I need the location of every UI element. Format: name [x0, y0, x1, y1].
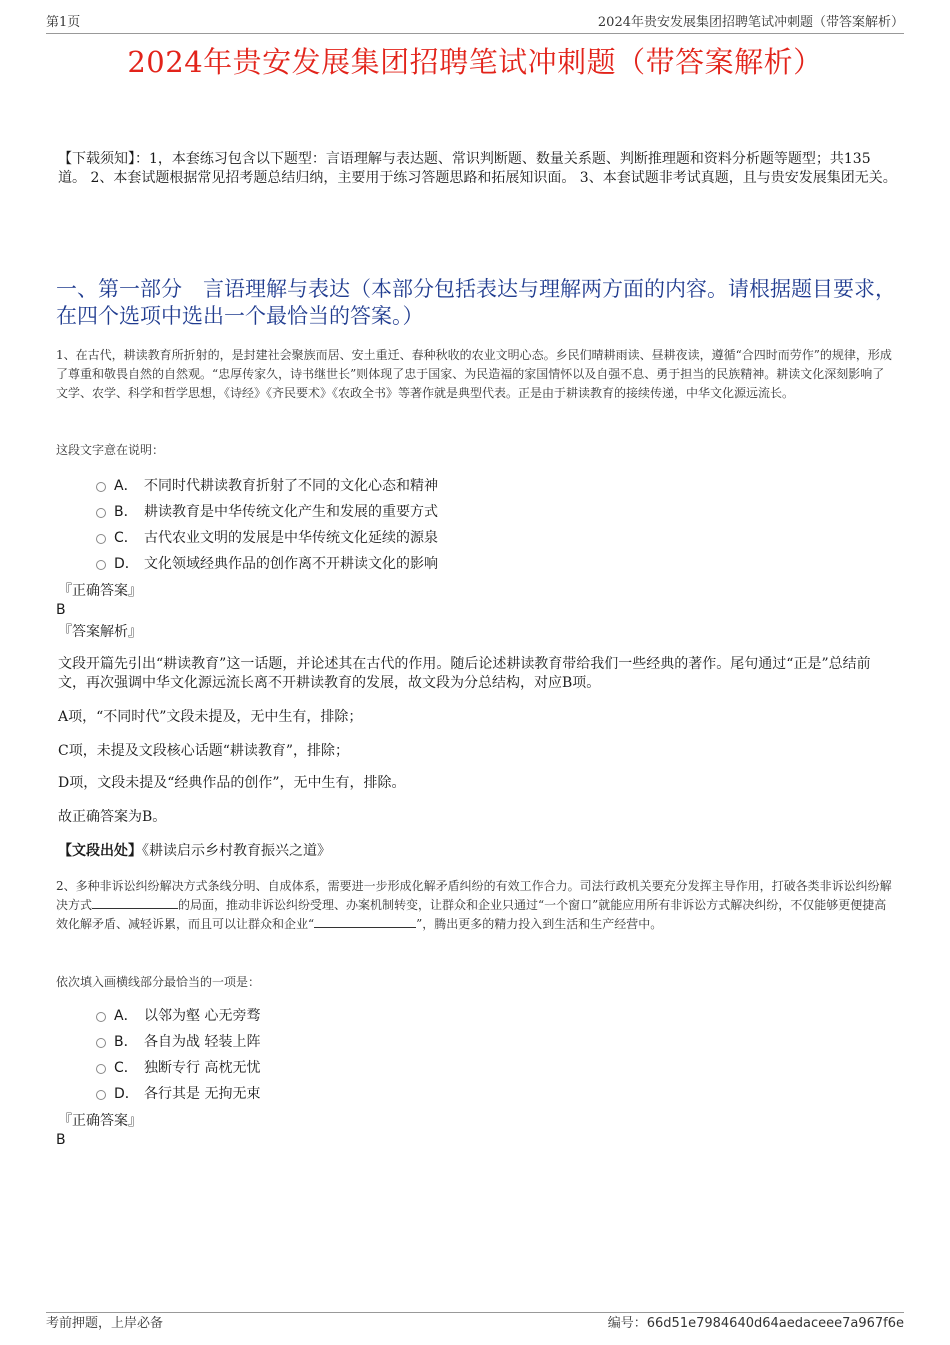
fill-blank-1	[92, 897, 178, 909]
radio-icon[interactable]	[96, 508, 106, 518]
radio-icon[interactable]	[96, 1064, 106, 1074]
question-2-text: 2、多种非诉讼纠纷解决方式条线分明、自成体系，需要进一步形成化解矛盾纠纷的有效工作合力。司法行政机关要充分发挥主导作用，打破各类非诉讼纠纷解决方式 的局面，推动非诉讼纠纷受理、办案机制转变，让群众和企业只通过“一个窗口”就能应用所有非诉讼方式解决纠纷，不仅能够更便捷高效化解矛盾、减轻诉累，而且可以让群众和企业“ ”，腾出更多的精力投入到生活和生产经营中。	[56, 879, 892, 931]
question-1-option-c[interactable]: C． 古代农业文明的发展是中华传统文化延续的源泉	[94, 528, 794, 554]
fill-blank-2	[314, 916, 416, 928]
radio-icon[interactable]	[96, 1012, 106, 1022]
question-2-option-d[interactable]: D． 各行其是 无拘无束	[94, 1084, 794, 1110]
question-1-text: 1、在古代，耕读教育所折射的，是封建社会聚族而居、安土重迁、春种秋收的农业文明心态。乡民们晴耕雨读、昼耕夜读，遵循“合四时而劳作”的规律，形成了尊重和敬畏自然的自然观。“忠厚传家久，诗书继世长”则体现了忠于国家、为民造福的家国情怀以及自强不息、勇于担当的民族精神。耕读文化深刻影响了文学、农学、科学和哲学思想，《诗经》《齐民要术》《农政全书》等著作就是典型代表。正是由于耕读教育的接续传递，中华文化源远流长。	[56, 348, 892, 400]
question-2-prompt: 依次填入画横线部分最恰当的一项是：	[56, 975, 261, 989]
question-2-answer: B	[56, 1132, 66, 1148]
question-1-option-d[interactable]: D． 文化领域经典作品的创作离不开耕读文化的影响	[94, 554, 794, 580]
radio-icon[interactable]	[96, 482, 106, 492]
question-1-analysis-label: 『答案解析』	[58, 624, 142, 640]
download-notice: 【下载须知】：1，本套练习包含以下题型：言语理解与表达题、常识判断题、数量关系题、判断推理题和资料分析题等题型；共135道。 2、本套试题根据常见招考题总结归纳，主要用于练习答题思路和拓展知识面。 3、本套试题非考试真题，且与贵安发展集团无关。	[58, 151, 897, 186]
question-2-option-c[interactable]: C． 独断专行 高枕无忧	[94, 1058, 794, 1084]
section-heading: 一、第一部分 言语理解与表达（本部分包括表达与理解两方面的内容。请根据题目要求，在四个选项中选出一个最恰当的答案。）	[56, 277, 896, 328]
question-1-option-a[interactable]: A． 不同时代耕读教育折射了不同的文化心态和精神	[94, 476, 794, 502]
question-1-prompt: 这段文字意在说明：	[56, 443, 165, 457]
radio-icon[interactable]	[96, 560, 106, 570]
question-1-answer-label: 『正确答案』	[58, 583, 142, 599]
source-tag: 【文段出处】	[58, 843, 142, 859]
question-1-answer: B	[56, 602, 66, 618]
analysis-paragraph: C项，未提及文段核心话题“耕读教育”，排除；	[58, 743, 350, 759]
question-2-option-a[interactable]: A． 以邻为壑 心无旁骛	[94, 1006, 794, 1032]
question-1-source	[58, 842, 888, 861]
analysis-paragraph: D项，文段未提及“经典作品的创作”，无中生有，排除。	[58, 775, 406, 791]
page-header	[46, 14, 904, 34]
footer-slogan: 考前押题，上岸必备	[46, 1316, 164, 1331]
analysis-paragraph: 文段开篇先引出“耕读教育”这一话题，并论述其在古代的作用。随后论述耕读教育带给我们一些经典的著作。尾句通过“正是”总结前文，再次强调中华文化源远流长离不开耕读教育的发展，故文段为分总结构，对应B项。	[58, 656, 871, 691]
footer-code: 编号：66d51e7984640d64aedaceee7a967f6e	[607, 1316, 904, 1331]
question-2-answer-label: 『正确答案』	[58, 1113, 142, 1129]
page-number: 第1页	[46, 15, 81, 30]
analysis-paragraph: 故正确答案为B。	[58, 809, 167, 825]
question-1-option-b[interactable]: B． 耕读教育是中华传统文化产生和发展的重要方式	[94, 502, 794, 528]
question-2-options	[94, 1006, 794, 1110]
analysis-paragraph: A项，“不同时代”文段未提及，无中生有，排除；	[58, 709, 363, 725]
radio-icon[interactable]	[96, 1090, 106, 1100]
question-1-options	[94, 476, 794, 580]
page-footer	[46, 1312, 904, 1332]
radio-icon[interactable]	[96, 1038, 106, 1048]
radio-icon[interactable]	[96, 534, 106, 544]
page-title: 2024年贵安发展集团招聘笔试冲刺题（带答案解析）	[127, 45, 823, 79]
header-doc-title: 2024年贵安发展集团招聘笔试冲刺题（带答案解析）	[597, 15, 904, 30]
question-2-option-b[interactable]: B． 各自为战 轻装上阵	[94, 1032, 794, 1058]
source-title: 《耕读启示乡村教育振兴之道》	[142, 843, 331, 859]
